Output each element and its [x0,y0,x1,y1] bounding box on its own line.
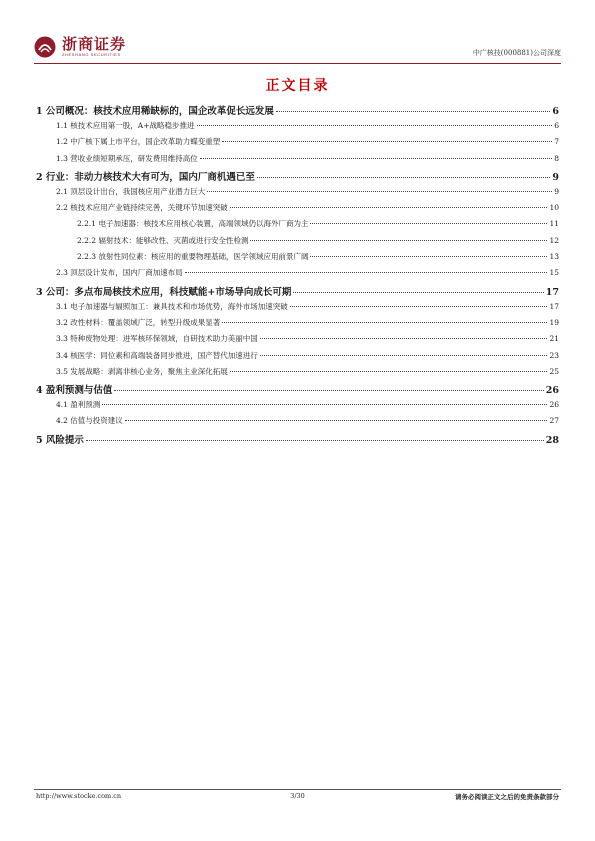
toc-entry-level1[interactable] [36,169,559,186]
toc-entry-label: 1.2 中广核下属上市平台，国企改革助力蝶变重塑 [56,137,221,147]
toc-entry-label: 2 行业：非动力核技术大有可为，国内厂商机遇已至 [36,171,255,183]
toc-entry-page: 17 [545,286,559,298]
company-logo [34,36,126,58]
toc-entry-page: 28 [545,434,559,446]
toc-entry-page: 27 [549,416,559,426]
toc-leader-dots [197,125,553,126]
logo-chinese-name: 浙商证券 [62,35,127,53]
toc-entry-level2[interactable] [36,267,559,283]
toc-entry-label: 4.2 估值与投资建议 [56,416,123,426]
toc-leader-dots [114,390,543,391]
toc-entry-page: 17 [549,301,559,311]
toc-entry-label: 2.3 顶层设计发布，国内厂商加速布局 [56,268,183,278]
footer-divider [34,789,561,790]
toc-leader-dots [200,158,552,159]
toc-leader-dots [310,223,547,224]
toc-entry-level1[interactable] [36,432,559,449]
toc-leader-dots [260,355,548,356]
toc-entry-page: 6 [552,106,559,117]
toc-entry-level2[interactable] [36,120,559,136]
toc-entry-label: 5 风险提示 [36,434,84,446]
toc-entry-level2[interactable] [36,333,559,349]
toc-entry-label: 1.3 营收业绩短期承压，研发费用维持高位 [56,153,198,163]
logo-emblem-icon [34,36,56,58]
toc-leader-dots [293,292,543,293]
toc-entry-label: 3.3 特种废物处理：进军核环保领域，自研技术助力美丽中国 [56,334,258,344]
logo-english-name: ZHESHANG SECURITIES [62,52,121,57]
toc-leader-dots [185,272,548,273]
toc-leader-dots [276,111,550,112]
toc-entry-page: 8 [554,153,559,163]
toc-entry-level2[interactable] [36,186,559,202]
toc-entry-page: 26 [545,385,559,397]
toc-entry-page: 13 [549,252,559,262]
toc-entry-page: 25 [549,366,559,376]
toc-entry-page: 9 [554,186,559,196]
toc-entry-page: 26 [549,400,559,410]
toc-entry-level2[interactable] [36,350,559,366]
toc-entry-page: 15 [549,268,559,278]
toc-entry-level2[interactable] [36,202,559,218]
toc-leader-dots [257,177,550,178]
toc-leader-dots [230,207,548,208]
toc-entry-level3[interactable] [36,218,559,234]
toc-leader-dots [125,420,548,421]
toc-entry-label: 1.1 核技术应用第一股，A+战略稳步推进 [56,121,195,130]
toc-leader-dots [260,338,548,339]
toc-leader-dots [222,141,552,142]
footer-page-number: 3/30 [290,792,305,800]
toc-entry-label: 3.4 核医学：同位素和高端装备同步推进，国产替代加速进行 [56,350,258,360]
toc-entry-page: 9 [552,171,559,183]
toc-title: 正文目录 [265,78,330,94]
toc-entry-page: 19 [549,317,559,327]
toc-entry-level2[interactable] [36,399,559,415]
toc-leader-dots [250,240,547,241]
toc-entry-level2[interactable] [36,415,559,431]
toc-entry-level2[interactable] [36,153,559,169]
toc-entry-label: 1 公司概况：核技术应用稀缺标的，国企改革促长远发展 [36,106,274,117]
toc-leader-dots [310,256,547,257]
toc-entry-level1[interactable] [36,103,559,120]
toc-entry-level2[interactable] [36,136,559,152]
toc-entry-label: 4.1 盈利预测 [56,400,101,410]
toc-entry-level2[interactable] [36,317,559,333]
toc-entry-label: 3.1 电子加速器与辐照加工：兼具技术和市场优势，海外市场加速突破 [56,301,288,311]
toc-entry-page: 11 [549,219,559,229]
toc-entry-label: 3.2 改性材料：覆盖领域广泛，转型升级成果显著 [56,317,221,327]
toc-leader-dots [222,322,547,323]
toc-entry-level3[interactable] [36,235,559,251]
toc-entry-label: 4 盈利预测与估值 [36,385,113,397]
toc-entry-label: 3.5 发展战略：剥离非核心业务，聚焦主业深化拓展 [56,366,228,376]
toc-entry-level2[interactable] [36,366,559,382]
toc-entry-level3[interactable] [36,251,559,267]
toc-entry-label: 2.1 顶层设计出台，我国核应用产业潜力巨大 [56,186,206,196]
toc-entry-page: 10 [549,203,559,213]
toc-entry-label: 2.2.2 辐射技术：能够改性、灭菌或进行安全性检测 [77,235,249,245]
toc-entry-label: 3 公司：多点布局核技术应用，科技赋能+市场导向成长可期 [36,286,292,298]
toc-entry-level2[interactable] [36,301,559,317]
toc-entry-page: 6 [554,121,559,130]
footer-disclaimer: 请务必阅读正文之后的免责条款部分 [455,793,559,801]
toc-entry-label: 2.2.1 电子加速器：核技术应用核心装置，高端领域仍以海外厂商为主 [77,219,309,229]
toc-leader-dots [102,404,547,405]
toc-leader-dots [86,440,544,441]
toc-entry-label: 2.2.3 放射性同位素：核应用的重要物理基础，医学领域应用前景广阔 [77,252,309,262]
page-header [34,30,561,70]
table-of-contents [36,103,559,449]
toc-entry-level1[interactable] [36,382,559,399]
toc-entry-label: 2.2 核技术应用产业链持续完善，关键环节加速突破 [56,203,228,213]
toc-entry-level1[interactable] [36,284,559,301]
toc-leader-dots [230,371,548,372]
toc-entry-page: 12 [549,235,559,245]
toc-leader-dots [207,191,552,192]
page-footer [36,792,559,802]
footer-url[interactable]: http://www.stocke.com.cn [36,792,122,800]
toc-entry-page: 21 [549,334,559,344]
report-tag: 中广核技(000881)公司深度 [472,49,561,57]
toc-entry-page: 23 [549,350,559,360]
header-divider [34,63,561,64]
toc-leader-dots [290,306,548,307]
toc-entry-page: 7 [554,137,559,147]
